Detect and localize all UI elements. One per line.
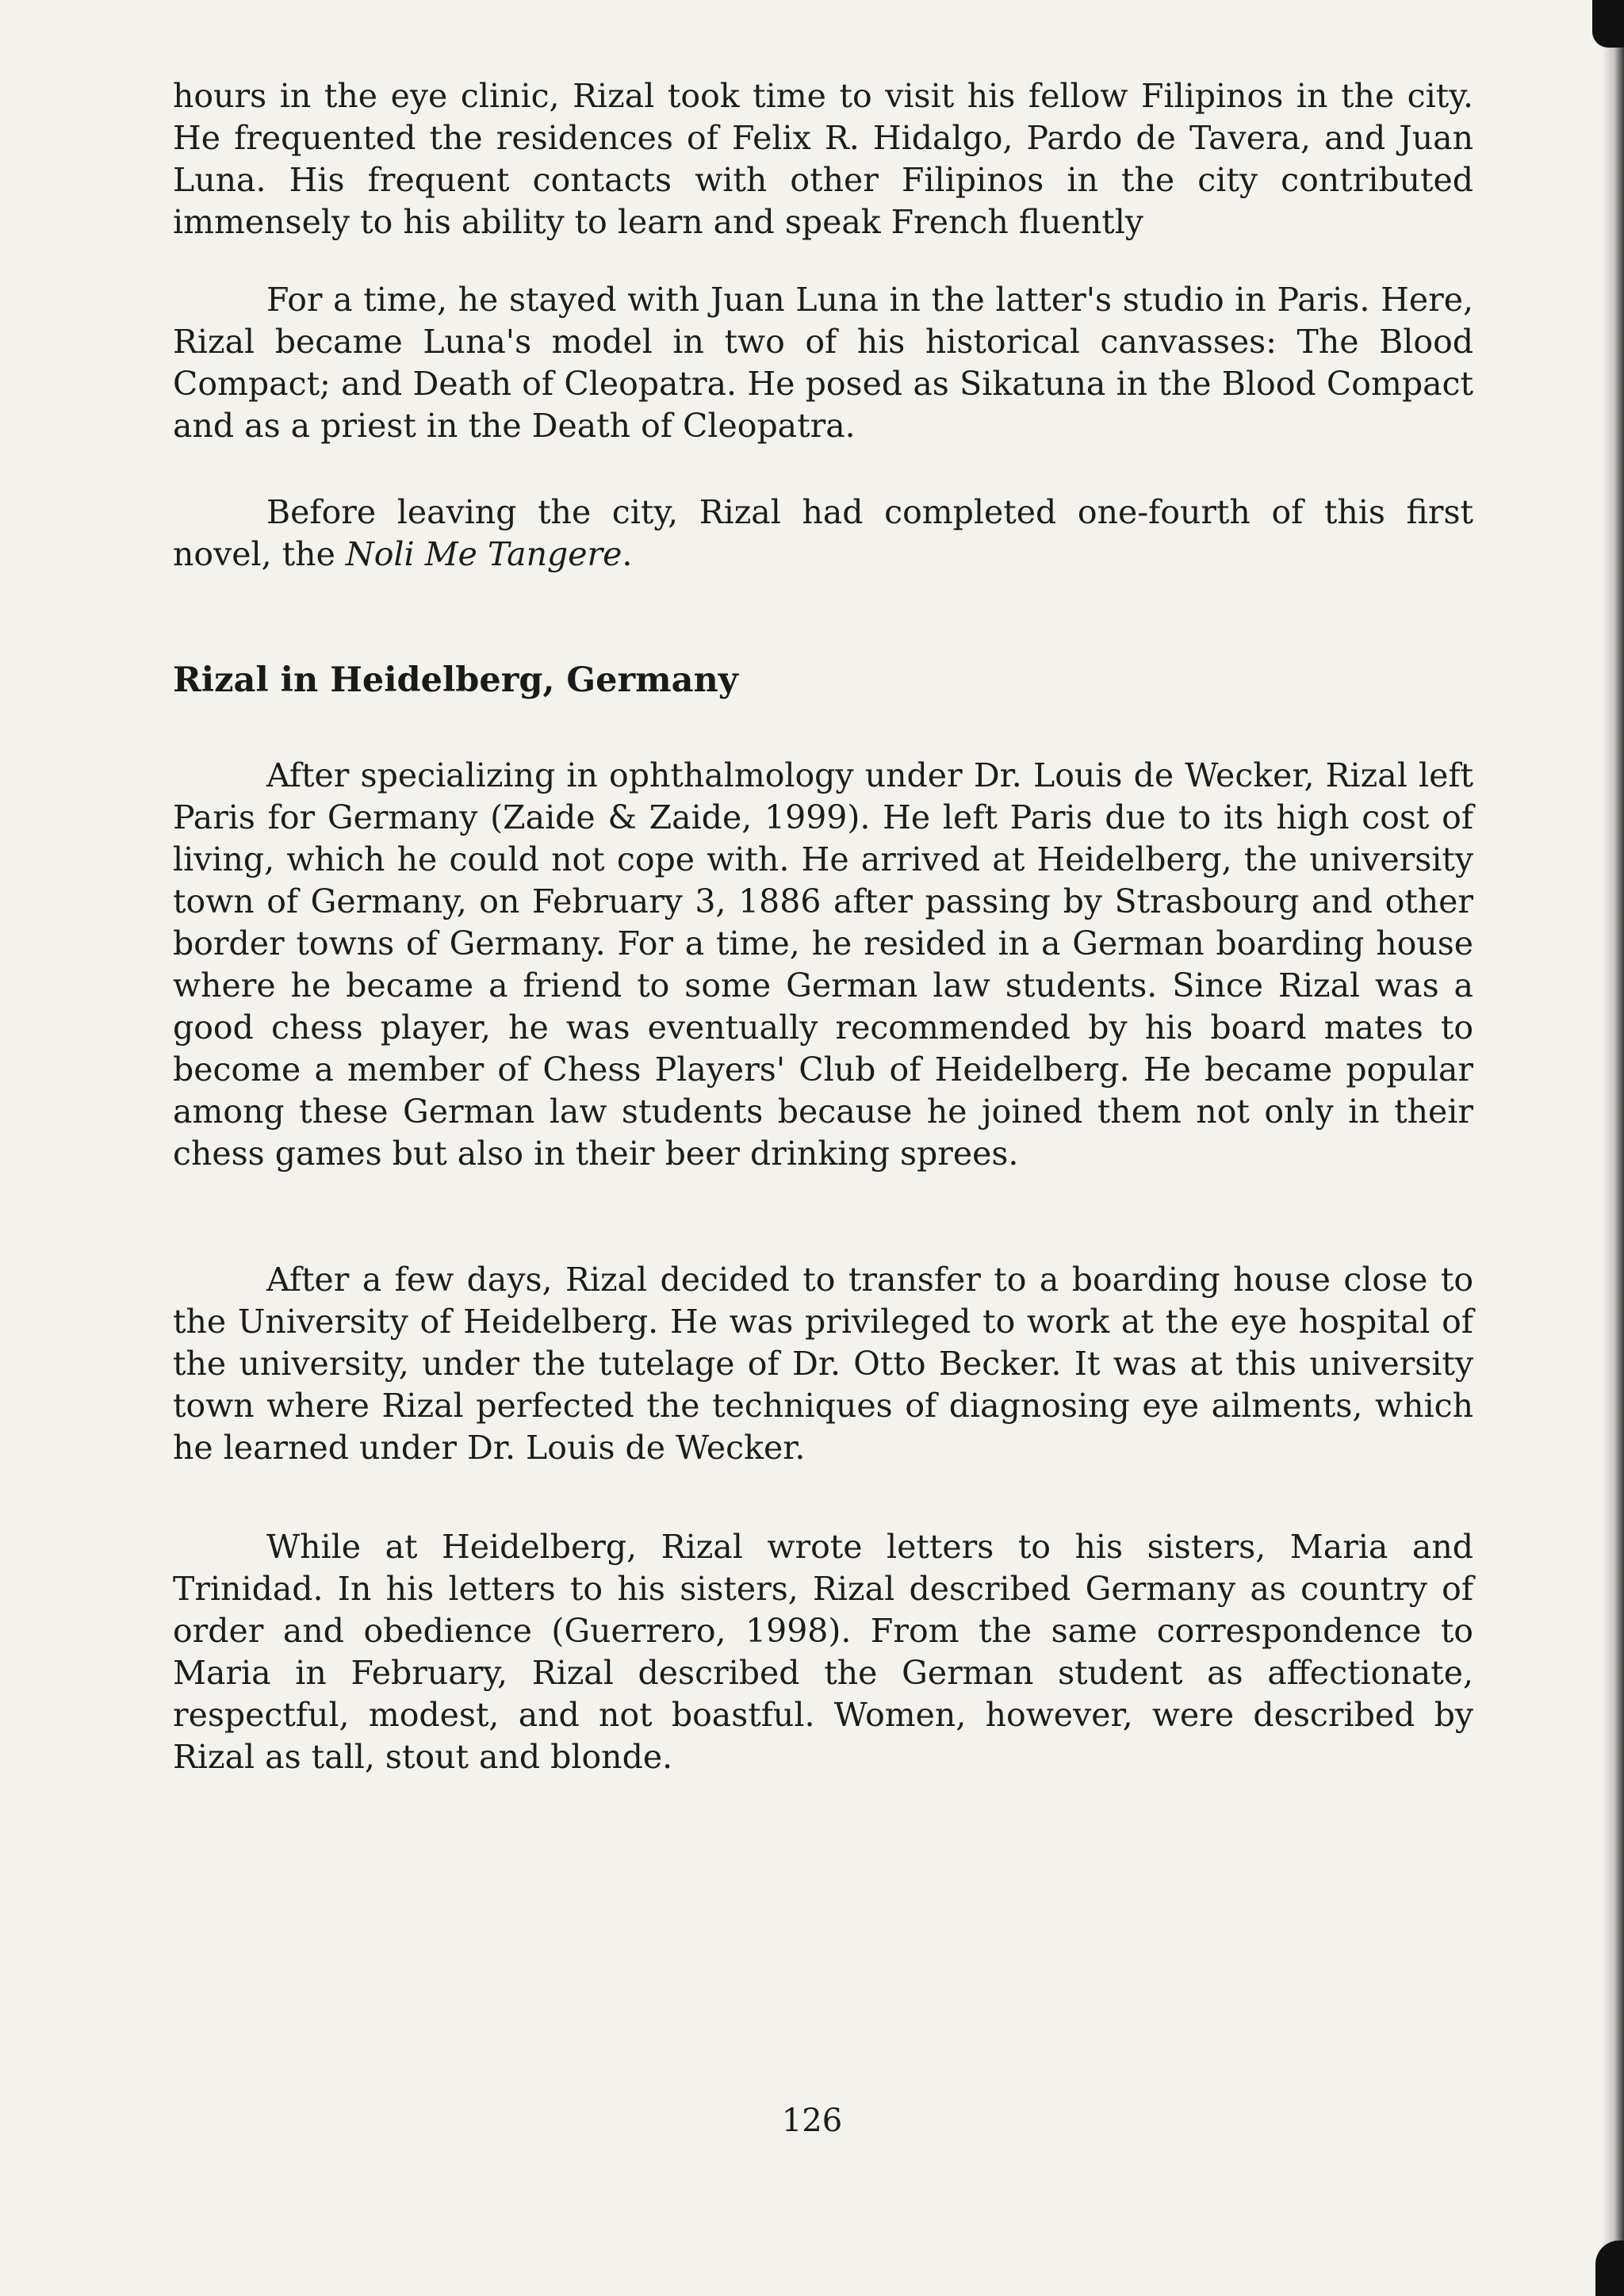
text-run: Before leaving the city, Rizal had completed one-fourth of this first novel, the [173,493,1473,573]
paragraph-visiting-filipinos [173,75,1473,243]
text-run: . [622,535,633,573]
paragraph-text: While at Heidelberg, Rizal wrote letters to his sisters, Maria and Trinidad. In his letters to his sisters, Rizal described Germany as country of order and obedience (Guerrero, 1998). From the same correspondence to Maria in February, Rizal described the German student as affectionate, respectful, modest, and not boastful. Women, however, were described by Rizal as tall, stout and blonde. [173,1528,1473,1776]
page-edge-shadow [1602,0,1624,2296]
paragraph-noli-progress [173,492,1473,576]
binding-corner-bottom [1595,2241,1624,2296]
binding-corner-top [1592,0,1624,48]
page-number: 126 [781,2103,843,2139]
paragraph-juan-luna-studio [173,279,1473,447]
paragraph-arrival-heidelberg [173,755,1473,1175]
paragraph-text: After a few days, Rizal decided to transfer to a boarding house close to the University of Heidelberg. He was privileged to work at the eye hospital of the university, under the tutelage of Dr. Otto Becker. It was at this university town where Rizal perfected the techniques of diagnosing eye ailments, which he learned under Dr. Louis de Wecker. [173,1261,1473,1467]
paragraph-letters-to-sisters [173,1526,1473,1778]
section-heading: Rizal in Heidelberg, Germany [173,660,738,700]
paragraph-text [173,492,1473,576]
paragraph-university-hospital [173,1259,1473,1469]
paragraph-text: For a time, he stayed with Juan Luna in the latter's studio in Paris. Here, Rizal became Luna's model in two of his historical canvasses: The Blood Compact; and Death of Cleopatra. He posed as Sikatuna in the Blood Compact and as a priest in the Death of Cleopatra. [173,281,1473,445]
novel-title: Noli Me Tangere [345,535,622,573]
paragraph-text: After specializing in ophthalmology under Dr. Louis de Wecker, Rizal left Paris for Germany (Zaide & Zaide, 1999). He left Paris due to its high cost of living, which he could not cope with. He arrived at Heidelberg, the university town of Germany, on February 3, 1886 after passing by Strasbourg and other border towns of Germany. For a time, he resided in a German boarding house where he became a friend to some German law students. Since Rizal was a good chess player, he was eventually recommended by his board mates to become a member of Chess Players' Club of Heidelberg. He became popular among these German law students because he joined them not only in their chess games but also in their beer drinking sprees. [173,756,1473,1173]
paragraph-text: hours in the eye clinic, Rizal took time to visit his fellow Filipinos in the city. He frequented the residences of Felix R. Hidalgo, Pardo de Tavera, and Juan Luna. His frequent contacts with other Filipinos in the city contributed immensely to his ability to learn and speak French fluently [173,77,1473,241]
